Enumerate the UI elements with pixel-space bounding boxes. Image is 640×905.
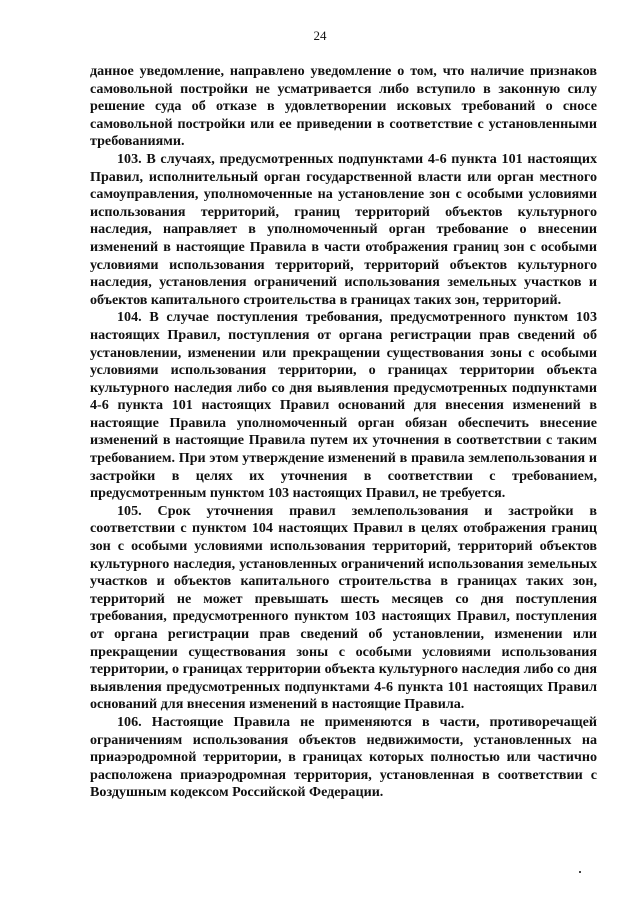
scan-dot	[579, 871, 581, 873]
paragraph-104: 104. В случае поступления требования, предусмотренного пунктом 103 настоящих Правил, поступления от органа регистрации прав сведений об установлении, изменении или прекращении существования зоны с особыми условиями использования территории, о границах территории объекта культурного наследия либо со дня выявления предусмотренных подпунктами 4-6 пункта 101 настоящих Правил оснований для внесения изменений в настоящие Правила уполномоченный орган обязан обеспечить внесение изменений в настоящие Правила путем их уточнения в соответствии с таким требованием. При этом утверждение изменений в правила землепользования и застройки в целях их уточнения в соответствии с требованием, предусмотренным пунктом 103 настоящих Правил, не требуется.	[90, 309, 597, 502]
page-number: 24	[313, 28, 327, 43]
document-body	[90, 63, 597, 802]
paragraph-106: 106. Настоящие Правила не применяются в части, противоречащей ограничениям использования объектов недвижимости, установленных на приаэродромной территории, в границах которых полностью или частично расположена приаэродромная территория, установленная в соответствии с Воздушным кодексом Российской Федерации.	[90, 713, 597, 801]
paragraph-continuation: данное уведомление, направлено уведомление о том, что наличие признаков самовольной постройки не усматривается либо вступило в законную силу решение суда об отказе в удовлетворении исковых требований о сносе самовольной постройки или ее приведении в соответствие с установленными требованиями.	[90, 63, 597, 150]
paragraph-103: 103. В случаях, предусмотренных подпунктами 4-6 пункта 101 настоящих Правил, исполнительный орган государственной власти или орган местного самоуправления, уполномоченные на установление зон с особыми условиями использования территорий, границ территорий объектов культурного наследия, направляет в уполномоченный орган требование о внесении изменений в настоящие Правила в части отображения границ зон с особыми условиями использования территорий, территорий объектов культурного наследия, установления ограничений использования земельных участков и объектов капитального строительства в границах таких зон, территорий.	[90, 150, 597, 308]
paragraph-105: 105. Срок уточнения правил землепользования и застройки в соответствии с пунктом 104 настоящих Правил в целях отображения границ зон с особыми условиями использования территорий, территорий объектов культурного наследия, установленных ограничений использования земельных участков и объектов капитального строительства в границах таких зон, территорий не может превышать шесть месяцев со дня поступления требования, предусмотренного пунктом 103 настоящих Правил, поступления от органа регистрации прав сведений об установлении, изменении или прекращении существования зоны с особыми условиями использования территории, о границах территории объекта культурного наследия либо со дня выявления предусмотренных подпунктами 4-6 пункта 101 настоящих Правил оснований для внесения изменений в настоящие Правила.	[90, 502, 597, 713]
